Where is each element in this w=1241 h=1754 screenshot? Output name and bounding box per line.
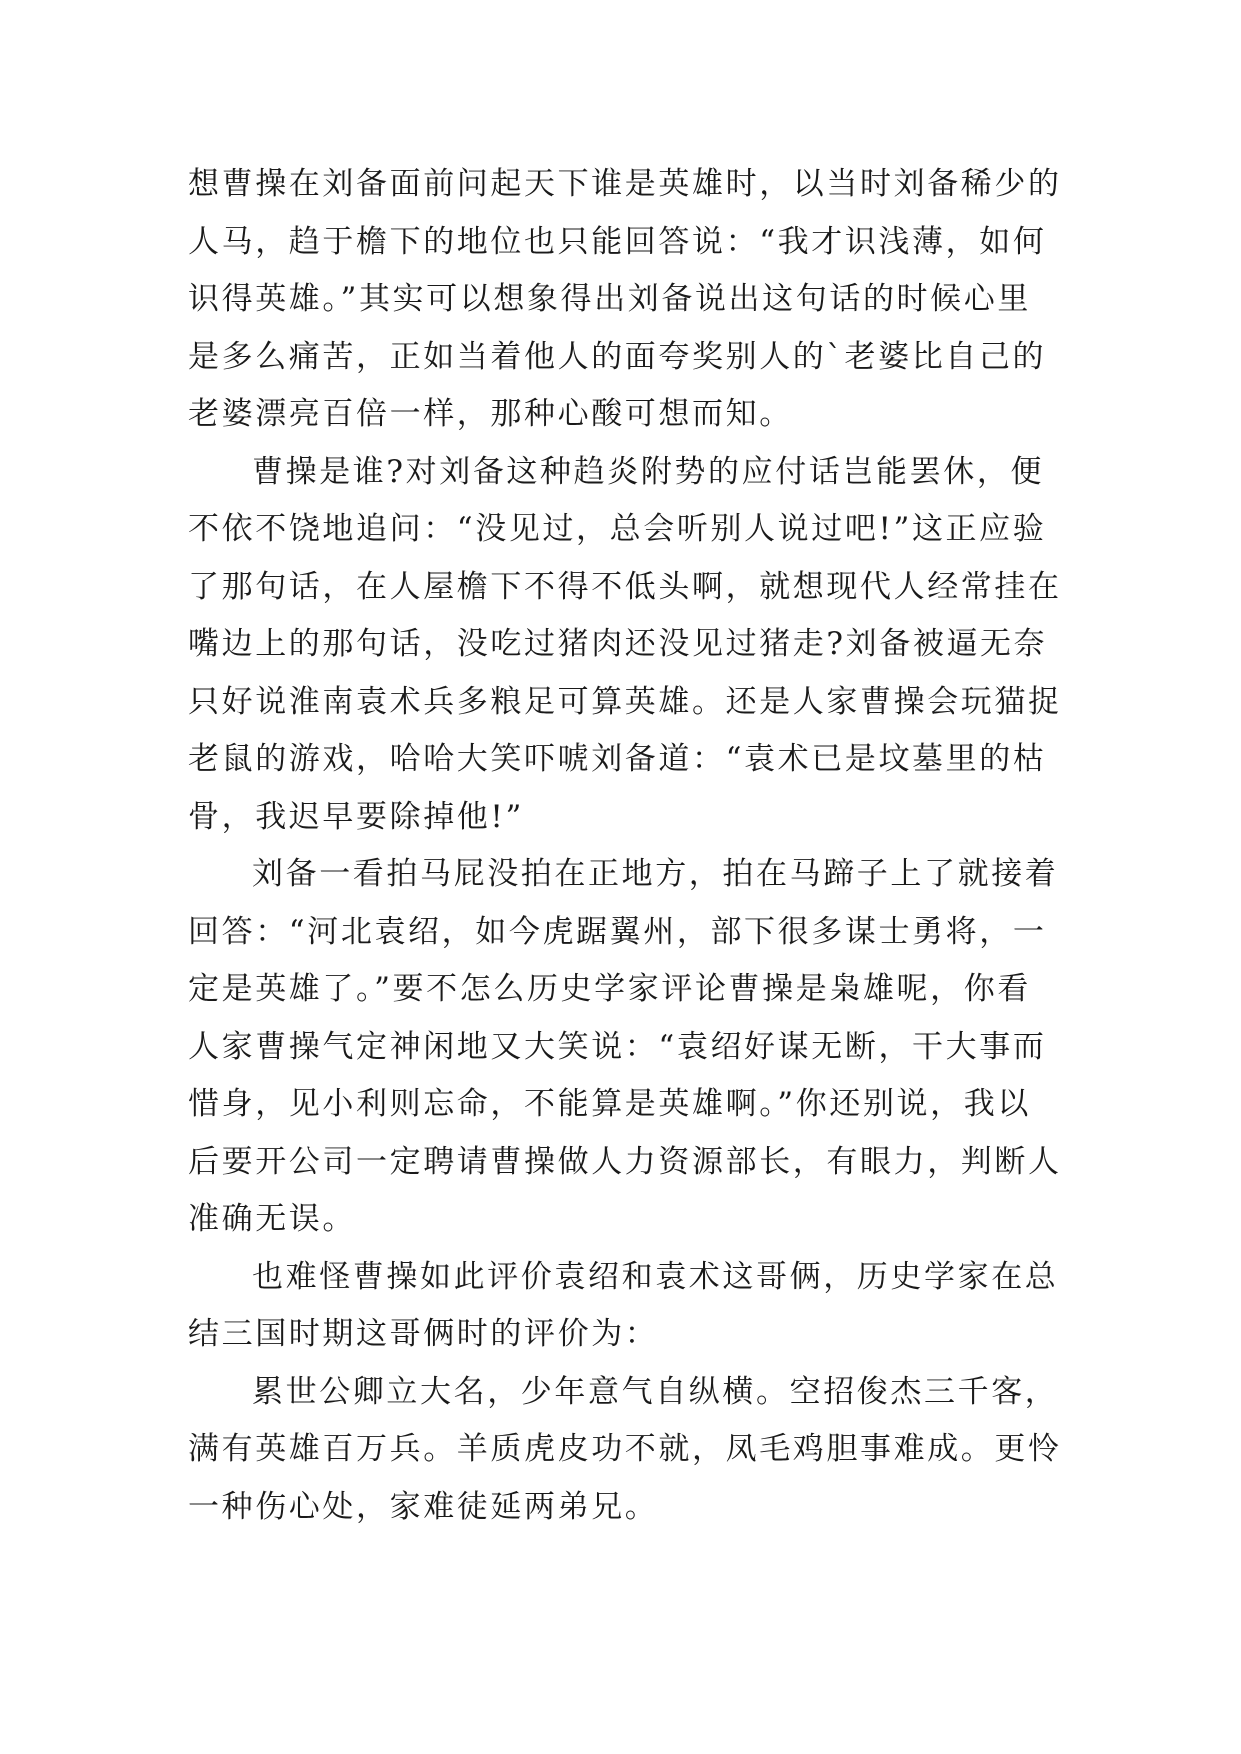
text-line: 后要开公司一定聘请曹操做人力资源部长，有眼力，判断人 bbox=[188, 1143, 1062, 1180]
text-line: 人马，趋于檐下的地位也只能回答说：“我才识浅薄，如何 bbox=[188, 223, 1047, 260]
text-line: 结三国时期这哥俩时的评价为： bbox=[188, 1316, 659, 1352]
poem-line: 满有英雄百万兵。羊质虎皮功不就，凤毛鸡胆事难成。更怜 bbox=[188, 1431, 1062, 1467]
text-line: 惜身，见小利则忘命，不能算是英雄啊。”你还别说，我以 bbox=[188, 1086, 1031, 1122]
text-line: 不依不饶地追问：“没见过，总会听别人说过吧!”这正应验 bbox=[188, 511, 1047, 547]
paragraph-first-line: 曹操是谁?对刘备这种趋炎附势的应付话岂能罢休，便 bbox=[252, 453, 1045, 490]
text-line: 老婆漂亮百倍一样，那种心酸可想而知。 bbox=[188, 396, 793, 432]
text-line: 人家曹操气定神闲地又大笑说：“袁绍好谋无断，干大事而 bbox=[188, 1028, 1047, 1065]
text-line: 骨，我迟早要除掉他!” bbox=[188, 798, 524, 835]
text-line: 老鼠的游戏，哈哈大笑吓唬刘备道：“袁术已是坟墓里的枯 bbox=[188, 741, 1047, 777]
paragraph-first-line: 也难怪曹操如此评价袁绍和袁术这哥俩，历史学家在总 bbox=[252, 1258, 1059, 1295]
poem-line: 一种伤心处，家难徒延两弟兄。 bbox=[188, 1488, 659, 1525]
text-line: 了那句话，在人屋檐下不得不低头啊，就想现代人经常挂在 bbox=[188, 568, 1062, 605]
text-line: 嘴边上的那句话，没吃过猪肉还没见过猪走?刘备被逼无奈 bbox=[188, 626, 1048, 662]
text-line: 识得英雄。”其实可以想象得出刘备说出这句话的时候心里 bbox=[188, 281, 1031, 317]
poem-first-line: 累世公卿立大名，少年意气自纵横。空招俊杰三千客， bbox=[252, 1373, 1059, 1410]
paragraph-first-line: 刘备一看拍马屁没拍在正地方，拍在马蹄子上了就接着 bbox=[252, 856, 1059, 892]
text-line: 回答：“河北袁绍，如今虎踞翼州，部下很多谋士勇将，一 bbox=[188, 913, 1047, 950]
text-line: 定是英雄了。”要不怎么历史学家评论曹操是枭雄呢，你看 bbox=[188, 971, 1031, 1007]
text-line: 想曹操在刘备面前问起天下谁是英雄时，以当时刘备稀少的 bbox=[188, 166, 1062, 202]
document-body bbox=[188, 156, 1062, 1536]
text-line: 准确无误。 bbox=[188, 1201, 356, 1237]
text-line: 是多么痛苦，正如当着他人的面夸奖别人的`老婆比自己的 bbox=[188, 338, 1047, 375]
text-line: 只好说淮南袁术兵多粮足可算英雄。还是人家曹操会玩猫捉 bbox=[188, 683, 1062, 720]
